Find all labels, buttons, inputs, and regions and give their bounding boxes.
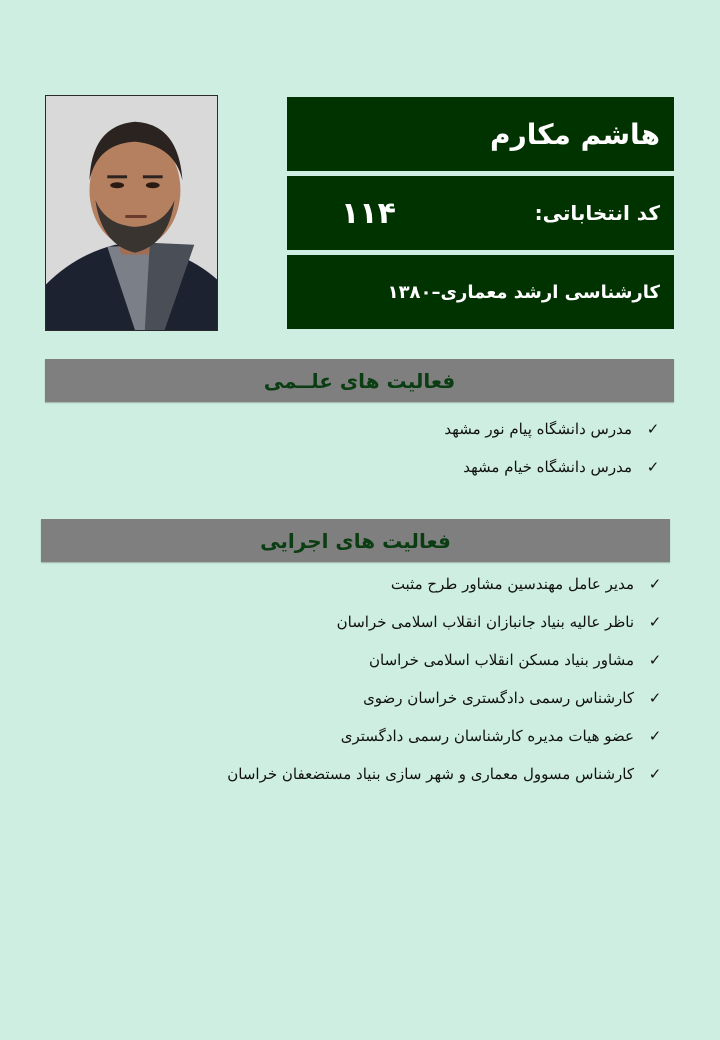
list-item xyxy=(62,641,662,679)
election-code-box xyxy=(287,176,674,250)
degree-box xyxy=(287,255,674,329)
list-item xyxy=(100,448,660,486)
executive-activities-header xyxy=(41,519,670,562)
candidate-name-box xyxy=(287,97,674,171)
list-item-text: کارشناس مسوول معماری و شهر سازی بنیاد مستضعفان خراسان xyxy=(227,765,634,783)
scientific-activities-list xyxy=(100,410,660,486)
check-icon: ✓ xyxy=(646,420,660,438)
election-code-value: ۱۱۴ xyxy=(341,195,396,231)
election-code-label: کد انتخاباتی: xyxy=(534,201,660,225)
list-item xyxy=(62,755,662,793)
list-item-text: کارشناس رسمی دادگستری خراسان رضوی xyxy=(363,689,634,707)
list-item xyxy=(62,603,662,641)
check-icon: ✓ xyxy=(648,689,662,707)
list-item xyxy=(100,410,660,448)
scientific-activities-title: فعالیت های علــمی xyxy=(263,368,456,393)
list-item xyxy=(62,717,662,755)
list-item xyxy=(62,679,662,717)
check-icon: ✓ xyxy=(648,727,662,745)
candidate-name: هاشم مکارم xyxy=(490,117,660,151)
check-icon: ✓ xyxy=(648,613,662,631)
list-item-text: مدرس دانشگاه پیام نور مشهد xyxy=(444,420,632,438)
list-item-text: ناظر عالیه بنیاد جانبازان انقلاب اسلامی خراسان xyxy=(336,613,634,631)
list-item-text: مشاور بنیاد مسکن انقلاب اسلامی خراسان xyxy=(368,651,634,669)
check-icon: ✓ xyxy=(646,458,660,476)
check-icon: ✓ xyxy=(648,765,662,783)
degree-text: کارشناسی ارشد معماری–۱۳۸۰ xyxy=(387,281,660,303)
executive-activities-title: فعالیت های اجرایی xyxy=(260,528,451,553)
list-item-text: مدرس دانشگاه خیام مشهد xyxy=(463,458,632,476)
candidate-photo xyxy=(45,95,218,331)
list-item-text: مدیر عامل مهندسین مشاور طرح مثبت xyxy=(390,575,634,593)
list-item-text: عضو هیات مدیره کارشناسان رسمی دادگستری xyxy=(340,727,634,745)
executive-activities-list xyxy=(62,565,662,793)
scientific-activities-header xyxy=(45,359,674,402)
check-icon: ✓ xyxy=(648,575,662,593)
check-icon: ✓ xyxy=(648,651,662,669)
list-item xyxy=(62,565,662,603)
